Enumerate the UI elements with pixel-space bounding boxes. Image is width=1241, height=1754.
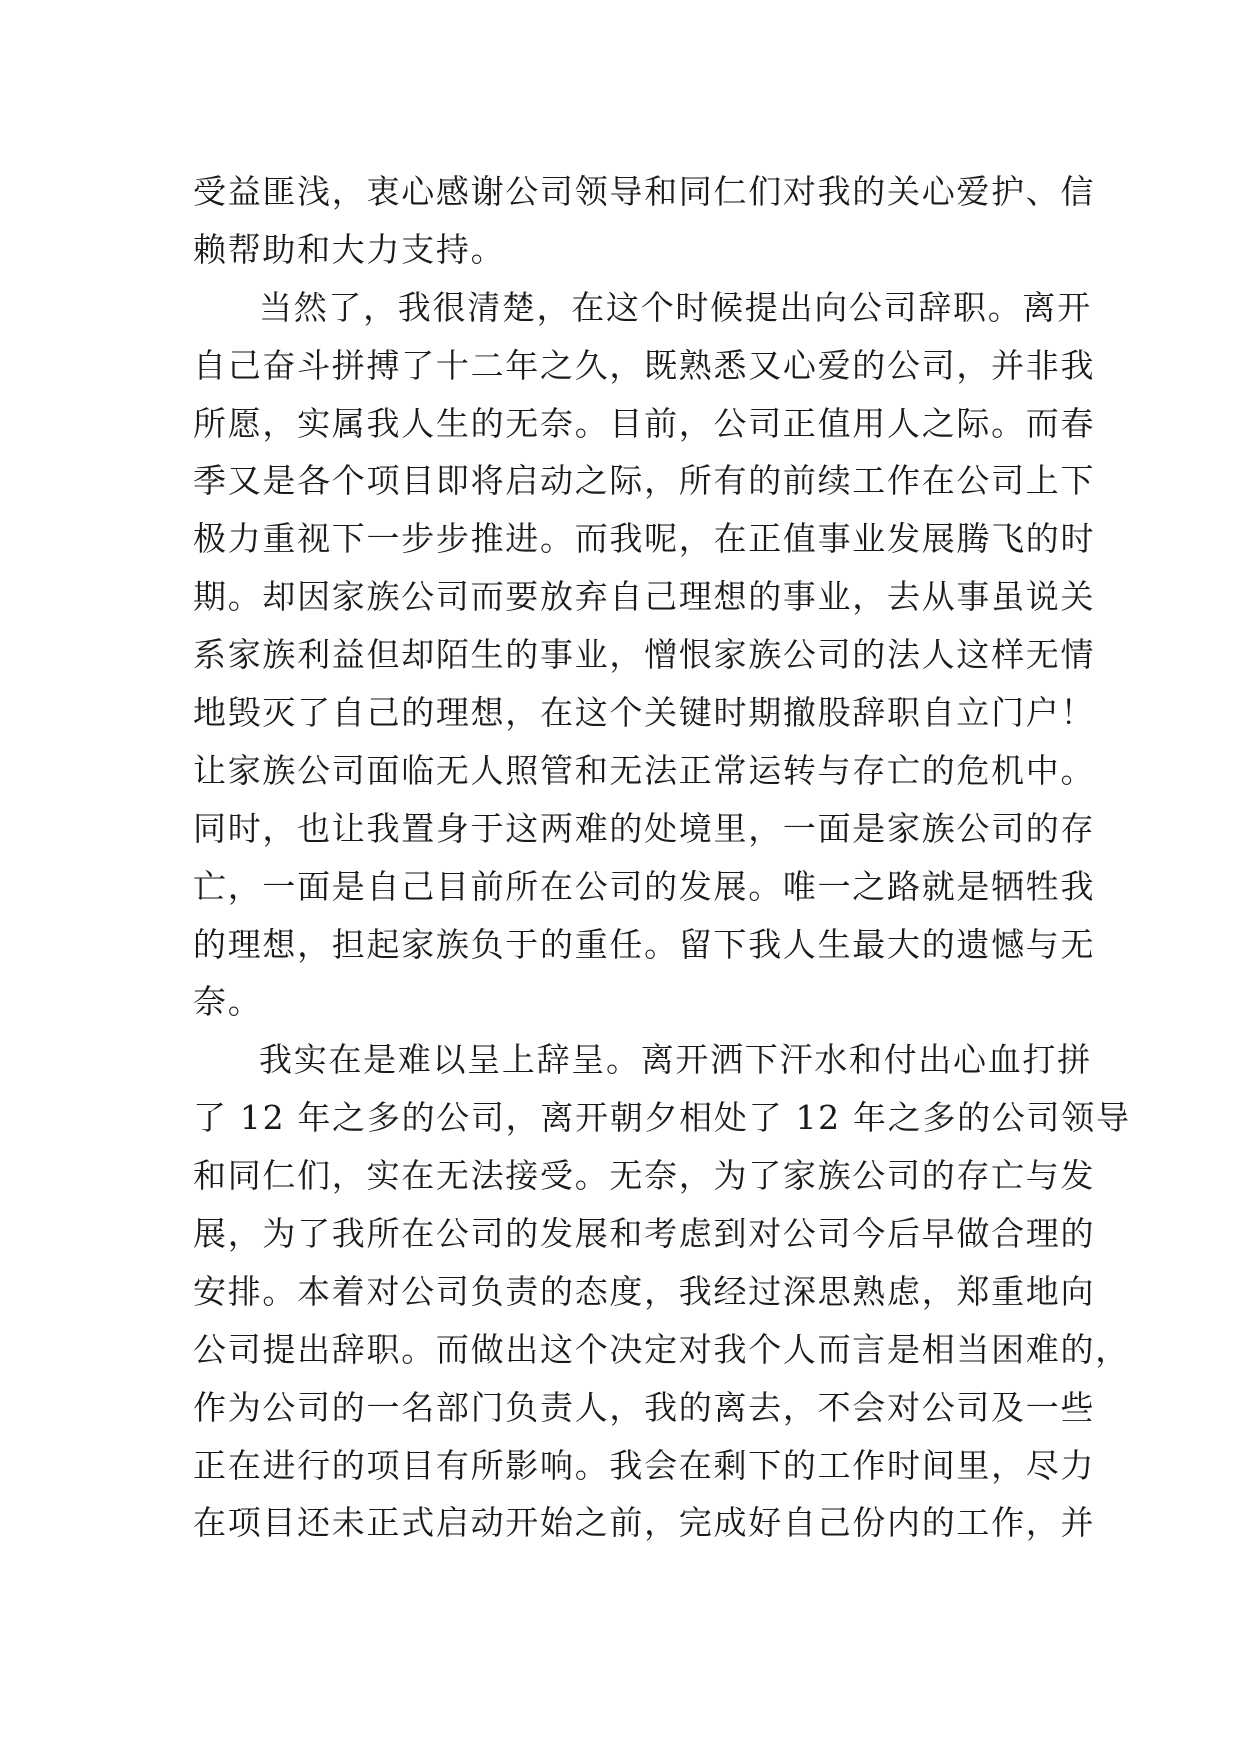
- text-line: 了 12 年之多的公司，离开朝夕相处了 12 年之多的公司领导: [193, 1098, 1131, 1138]
- text-line: 季又是各个项目即将启动之际，所有的前续工作在公司上下: [193, 461, 1096, 501]
- text-line: 安排。本着对公司负责的态度，我经过深思熟虑，郑重地向: [193, 1271, 1096, 1311]
- text-line: 期。却因家族公司而要放弃自己理想的事业，去从事虽说关: [193, 577, 1096, 617]
- paragraph: [193, 1031, 1131, 1552]
- text-line: 所愿，实属我人生的无奈。目前，公司正值用人之际。而春: [193, 403, 1096, 443]
- text-line: 当然了，我很清楚，在这个时候提出向公司辞职。离开: [259, 287, 1092, 327]
- text-line: 系家族利益但却陌生的事业，憎恨家族公司的法人这样无情: [193, 635, 1096, 675]
- text-line: 同时，也让我置身于这两难的处境里，一面是家族公司的存: [193, 808, 1096, 848]
- text-line: 奈。: [193, 982, 263, 1022]
- text-line: 地毁灭了自己的理想，在这个关键时期撤股辞职自立门户！: [193, 693, 1096, 733]
- text-line: 让家族公司面临无人照管和无法正常运转与存亡的危机中。: [193, 750, 1096, 790]
- text-line: 我实在是难以呈上辞呈。离开洒下汗水和付出心血打拼: [259, 1040, 1092, 1080]
- text-line: 亡，一面是自己目前所在公司的发展。唯一之路就是牺牲我: [193, 866, 1096, 906]
- text-line: 正在进行的项目有所影响。我会在剩下的工作时间里，尽力: [193, 1445, 1096, 1485]
- paragraph: [193, 163, 1096, 279]
- text-line: 自己奋斗拼搏了十二年之久，既熟悉又心爱的公司，并非我: [193, 345, 1096, 385]
- text-line: 公司提出辞职。而做出这个决定对我个人而言是相当困难的，: [193, 1329, 1130, 1369]
- document-body: [193, 163, 1131, 1552]
- text-line: 赖帮助和大力支持。: [193, 229, 506, 269]
- text-line: 的理想，担起家族负于的重任。留下我人生最大的遗憾与无: [193, 924, 1096, 964]
- text-line: 和同仁们，实在无法接受。无奈，为了家族公司的存亡与发: [193, 1156, 1096, 1196]
- text-line: 在项目还未正式启动开始之前，完成好自己份内的工作，并: [193, 1503, 1096, 1543]
- text-line: 极力重视下一步步推进。而我呢，在正值事业发展腾飞的时: [193, 519, 1096, 559]
- text-line: 作为公司的一名部门负责人，我的离去，不会对公司及一些: [193, 1387, 1096, 1427]
- paragraph: [193, 279, 1096, 1032]
- text-line: 展，为了我所在公司的发展和考虑到对公司今后早做合理的: [193, 1214, 1096, 1254]
- text-line: 受益匪浅，衷心感谢公司领导和同仁们对我的关心爱护、信: [193, 172, 1096, 211]
